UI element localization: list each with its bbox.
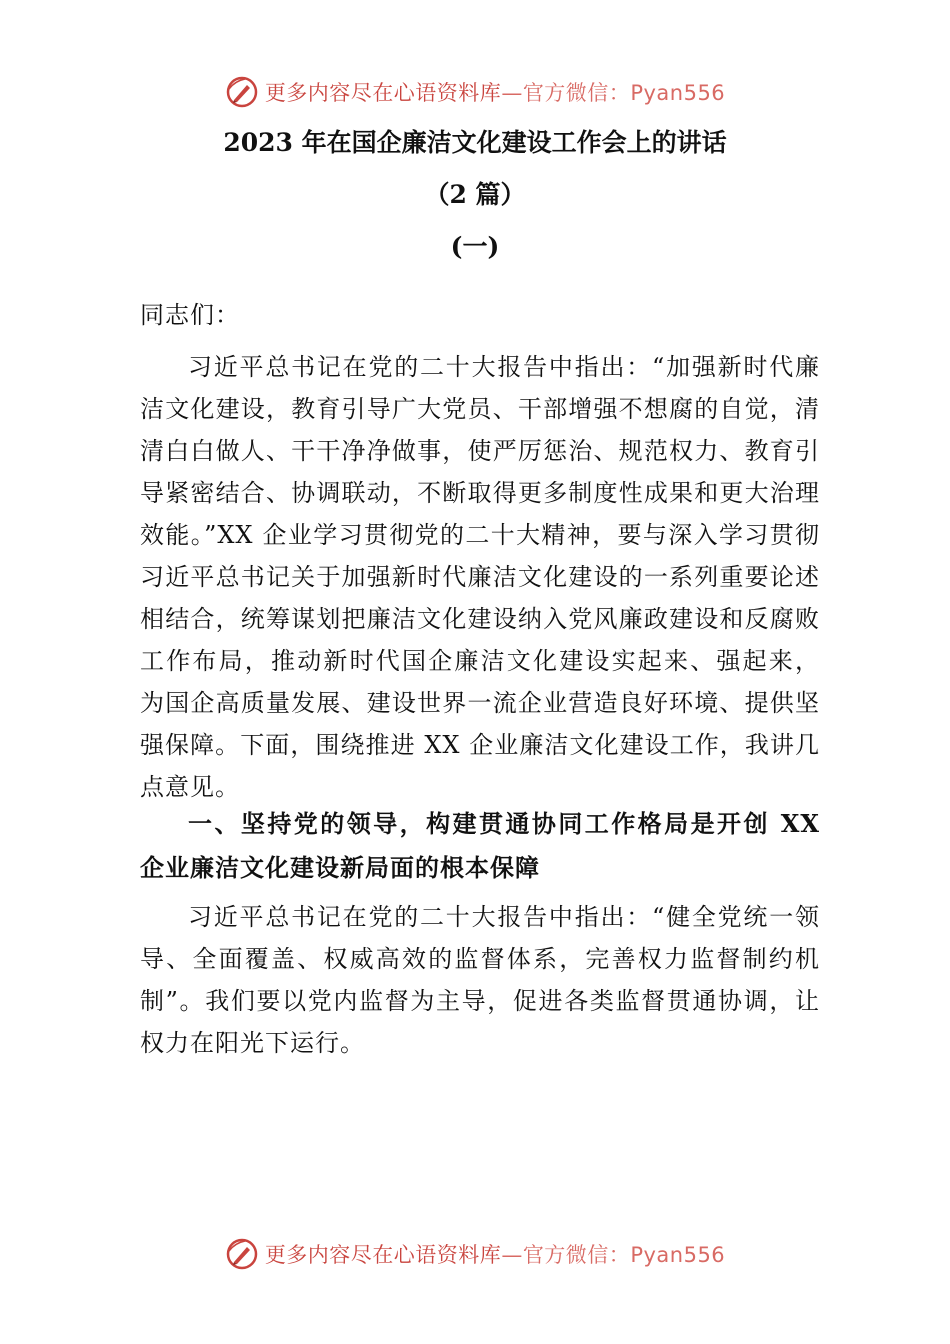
part-label: (一) bbox=[450, 232, 500, 261]
watermark-main-text: 更多内容尽在心语资料库 bbox=[264, 1243, 502, 1267]
footer-watermark bbox=[0, 1232, 950, 1276]
watermark-wechat-id: Pyan556 bbox=[630, 81, 726, 105]
watermark-wechat-id: Pyan556 bbox=[630, 1243, 726, 1267]
document-subtitle: （2 篇） bbox=[424, 180, 526, 209]
document-title: 2023 年在国企廉洁文化建设工作会上的讲话 bbox=[223, 128, 727, 157]
paragraph-intro: 习近平总书记在党的二十大报告中指出：“加强新时代廉洁文化建设，教育引导广大党员、干部增强不想腐的自觉，清清白白做人、干干净净做事，使严厉惩治、规范权力、教育引导紧密结合、协调联动，不断取得更多制度性成果和更大治理效能。”XX 企业学习贯彻党的二十大精神，要与深入学习贯彻习近平总书记关于加强新时代廉洁文化建设的一系列重要论述相结合，统筹谋划把廉洁文化建设纳入党风廉政建设和反腐败工作布局，推动新时代国企廉洁文化建设实起来、强起来， 为国企高质量发展、建设世界一流企业营造良好环境、提供坚强保障。下面，围绕推进 XX 企业廉洁文化建设工作，我讲几点意见。 bbox=[140, 353, 820, 801]
watermark-text bbox=[265, 1239, 725, 1269]
watermark-wechat-label: 官方微信： bbox=[522, 81, 631, 105]
watermark-dash: — bbox=[501, 1243, 523, 1267]
pen-logo-icon bbox=[225, 1237, 259, 1271]
watermark-main-text: 更多内容尽在心语资料库 bbox=[264, 81, 502, 105]
paragraph-section-1: 习近平总书记在党的二十大报告中指出：“健全党统一领导、全面覆盖、权威高效的监督体系，完善权力监督制约机制”。我们要以党内监督为主导，促进各类监督贯通协调，让权力在阳光下运行。 bbox=[140, 903, 820, 1057]
greeting: 同志们： bbox=[140, 301, 240, 329]
pen-logo-icon bbox=[225, 75, 259, 109]
watermark-wechat-label: 官方微信： bbox=[522, 1243, 631, 1267]
watermark-dash: — bbox=[501, 81, 523, 105]
header-watermark bbox=[0, 70, 950, 114]
watermark-text bbox=[265, 77, 725, 107]
section-heading-1: 一、坚持党的领导，构建贯通协同工作格局是开创 XX 企业廉洁文化建设新局面的根本保障 bbox=[140, 809, 820, 882]
